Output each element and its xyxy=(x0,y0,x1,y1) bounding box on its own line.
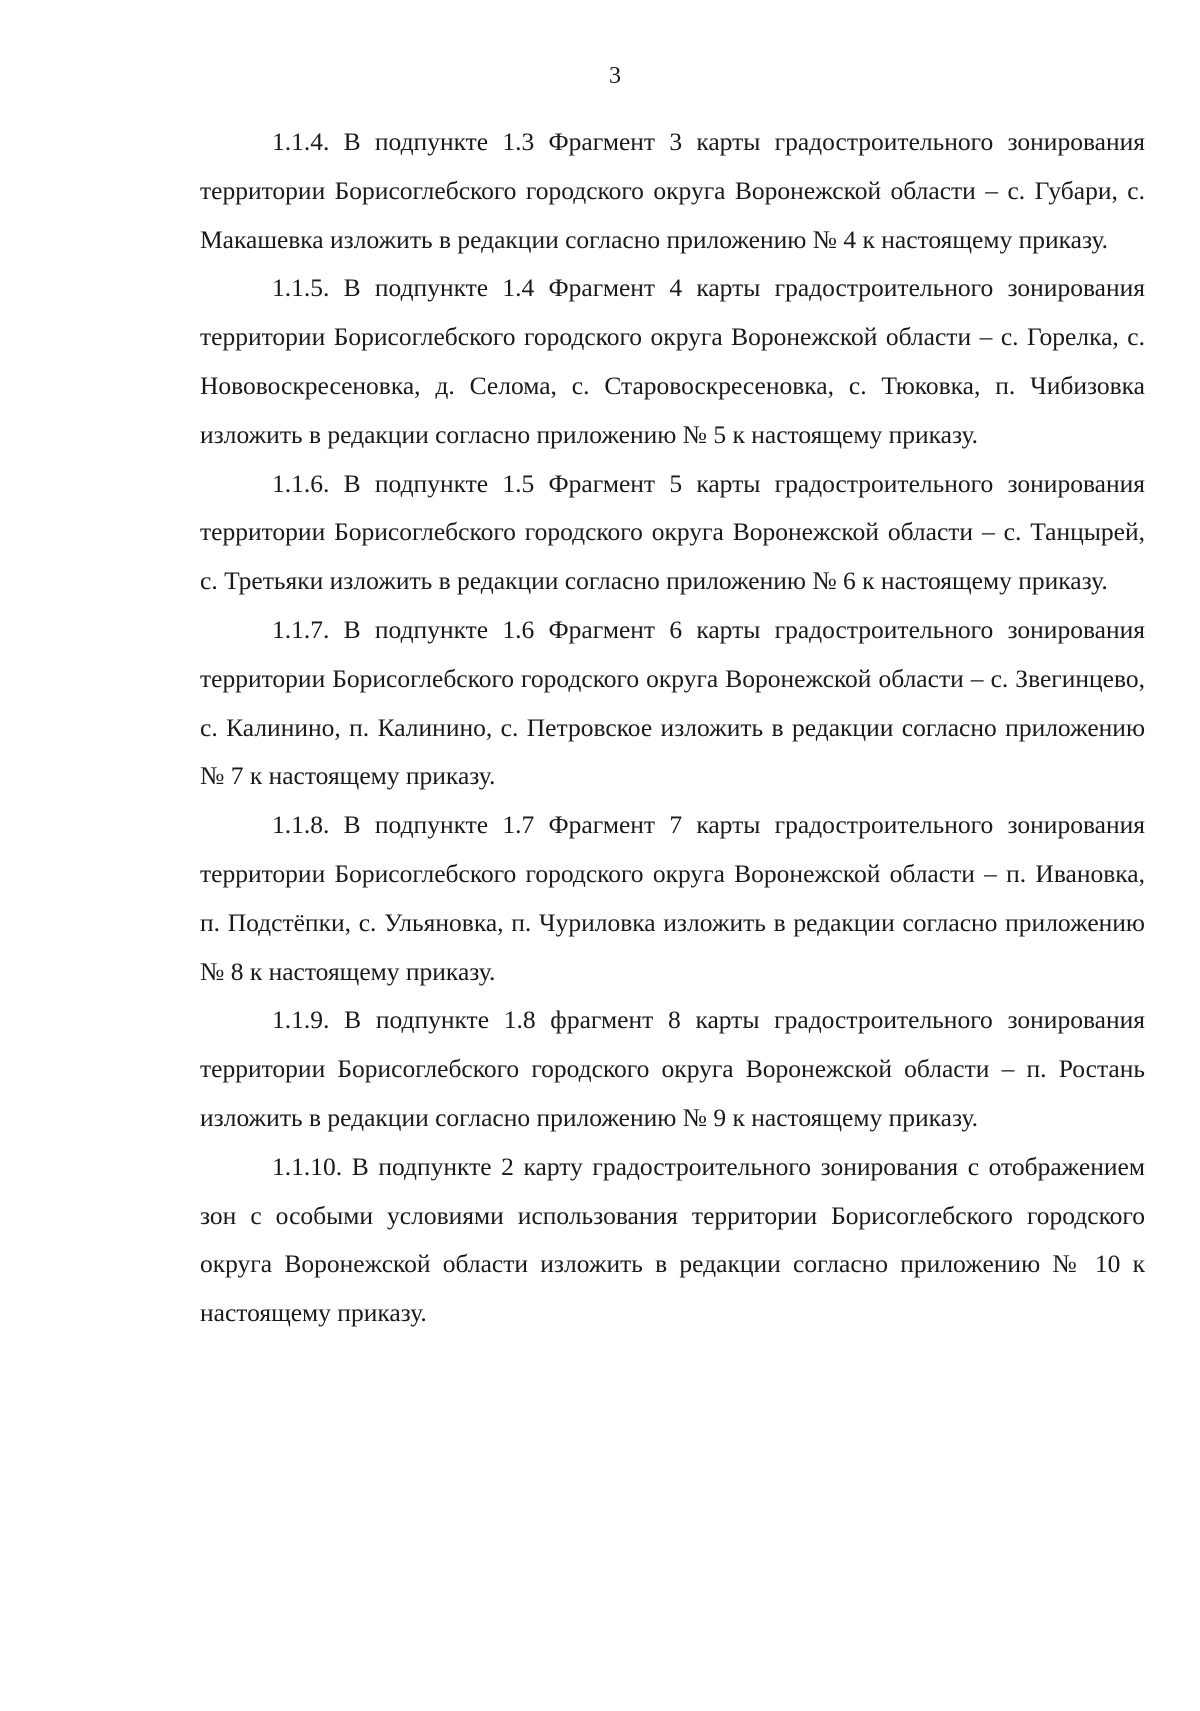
document-body xyxy=(200,118,1145,1338)
paragraph-1-1-10: 1.1.10. В подпункте 2 карту градостроительного зонирования с отображением зон с особыми условиями использования территории Борисоглебского городского округа Воронежской области изложить в редакции согласно приложению № 10 к настоящему приказу. xyxy=(200,1151,1145,1328)
paragraph-1-1-8: 1.1.8. В подпункте 1.7 Фрагмент 7 карты градостроительного зонирования территории Борисоглебского городского округа Воронежской области – п. Ивановка, п. Подстёпки, с. Ульяновка, п. Чуриловка изложить в редакции согласно приложению № 8 к настоящему приказу. xyxy=(200,810,1145,986)
paragraph-1-1-4: 1.1.4. В подпункте 1.3 Фрагмент 3 карты градостроительного зонирования территории Борисоглебского городского округа Воронежской области – с. Губари, с. Макашевка изложить в редакции согласно приложению № 4 к настоящему приказу. xyxy=(200,127,1145,254)
page-number: 3 xyxy=(609,63,621,89)
paragraph-1-1-5: 1.1.5. В подпункте 1.4 Фрагмент 4 карты градостроительного зонирования территории Борисоглебского городского округа Воронежской области – с. Горелка, с. Нововоскресеновка, д. Селома, с. Старовоскресеновка, с. Тюковка, п. Чибизовка изложить в редакции согласно приложению № 5 к настоящему приказу. xyxy=(200,273,1145,449)
paragraph-1-1-6: 1.1.6. В подпункте 1.5 Фрагмент 5 карты градостроительного зонирования территории Борисоглебского городского округа Воронежской области – с. Танцырей, с. Третьяки изложить в редакции согласно приложению № 6 к настоящему приказу. xyxy=(200,468,1145,596)
paragraph-1-1-7: 1.1.7. В подпункте 1.6 Фрагмент 6 карты градостроительного зонирования территории Борисоглебского городского округа Воронежской области – с. Звегинцево, с. Калинино, п. Калинино, с. Петровское изложить в редакции согласно приложению № 7 к настоящему приказу. xyxy=(200,614,1145,791)
paragraph-1-1-9: 1.1.9. В подпункте 1.8 фрагмент 8 карты градостроительного зонирования территории Борисоглебского городского округа Воронежской области – п. Ростань изложить в редакции согласно приложению № 9 к настоящему приказу. xyxy=(200,1005,1145,1132)
